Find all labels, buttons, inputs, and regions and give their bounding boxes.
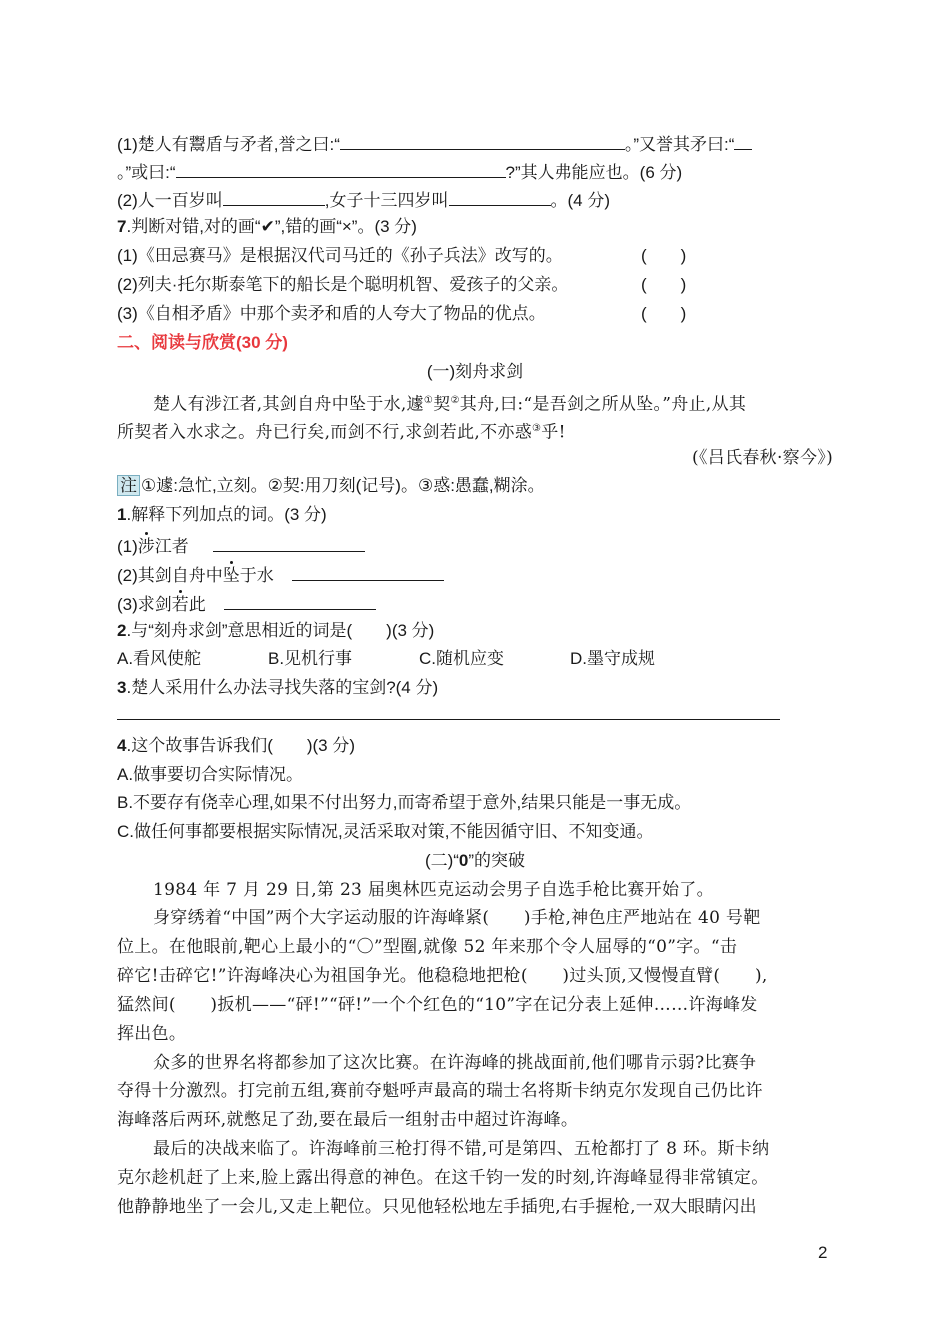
option-c[interactable]: C.做任何事都要根据实际情况,灵活采取对策,不能因循守旧、不知变通。 [117, 822, 654, 841]
dotted-char: 坠 [222, 566, 240, 585]
q1-text: (1) [117, 537, 138, 556]
passage-text: 所契者入水求之。舟已行矣,而剑不行,求剑若此,不亦惑 [117, 422, 533, 443]
passage-note [117, 475, 833, 497]
answer-blank[interactable] [734, 132, 752, 150]
answer-paren[interactable]: ( ) [641, 304, 687, 323]
passage-title-text: 0 [458, 851, 469, 870]
q7-item-3 [117, 303, 833, 325]
q1-item-2 [117, 563, 833, 587]
answer-blank[interactable] [340, 132, 625, 150]
q7-item-text: (2)列夫·托尔斯泰笔下的船长是个聪明机智、爱孩子的父亲。 [117, 275, 569, 294]
passage-line: 最后的决战来临了。许海峰前三枪打得不错,可是第四、五枪都打了 8 环。斯卡纳 [153, 1139, 770, 1159]
option-b[interactable]: B.不要存有侥幸心理,如果不付出努力,而寄希望于意外,结果只能是一事无成。 [117, 793, 692, 812]
passage-text: 其舟,曰:“是吾剑之所从坠。”舟止,从其 [459, 394, 747, 415]
question-number: 3 [117, 678, 127, 697]
footnote-mark: ③ [532, 423, 542, 434]
note-text: ①遽:急忙,立刻。②契:用刀刻(记号)。③惑:愚蠢,糊涂。 [141, 476, 545, 495]
option-a[interactable]: A.做事要切合实际情况。 [117, 765, 304, 784]
q2-title [117, 620, 833, 642]
dotted-char: 涉 [137, 537, 155, 556]
q6-text: ,女子十三四岁叫 [324, 191, 449, 210]
q3-title [117, 677, 833, 699]
passage-line: 他静静地坐了一会儿,又走上靶位。只见他轻松地左手插兜,右手握枪,一双大眼睛闪出 [117, 1197, 757, 1217]
answer-blank[interactable] [223, 188, 325, 206]
q7-item-1 [117, 245, 833, 267]
passage-text: 乎! [541, 422, 566, 443]
q4-title [117, 735, 833, 757]
passage-title [117, 850, 833, 872]
passage-line: 猛然间( )扳机——“砰!”“砰!”一个个红色的“10”字在记分表上延伸……许海峰发 [117, 995, 758, 1015]
answer-blank[interactable] [213, 534, 365, 552]
answer-blank[interactable] [176, 160, 506, 178]
passage-line: 克尔趁机赶了上来,脸上露出得意的神色。在这千钧一发的时刻,许海峰显得非常镇定。 [117, 1168, 769, 1188]
question-text: .判断对错,对的画“✔”,错的画“×”。(3 分) [126, 217, 417, 236]
option-c[interactable]: C.随机应变 [419, 649, 504, 668]
q1-text: (2)其剑自舟中 [117, 566, 223, 585]
question-number: 7 [117, 217, 127, 236]
q1-text: 于水 [239, 566, 274, 585]
passage-line: 1984 年 7 月 29 日,第 23 届奥林匹克运动会男子自选手枪比赛开始了。 [153, 880, 714, 900]
passage-text: 契 [433, 394, 451, 415]
question-number: 4 [117, 736, 127, 755]
q1-text: 江者 [154, 537, 189, 556]
passage-paragraph [117, 418, 833, 444]
q7-title [117, 216, 833, 238]
q6-text: ?”其人弗能应也。(6 分) [505, 163, 683, 182]
question-text: .解释下列加点的词。(3 分) [126, 505, 327, 524]
q1-item-1 [117, 534, 833, 558]
page-number: 2 [818, 1243, 828, 1262]
q1-text: (3)求剑 [117, 595, 172, 614]
passage-line: 身穿绣着“中国”两个大字运动服的许海峰紧( )手枪,神色庄严地站在 40 号靶 [153, 908, 761, 928]
question-text: .与“刻舟求剑”意思相近的词是( )(3 分) [126, 621, 435, 640]
passage-title-text: (二)“ [424, 851, 459, 870]
q6-line-3 [117, 188, 833, 212]
question-text: .这个故事告诉我们( )(3 分) [126, 736, 356, 755]
answer-blank[interactable] [292, 563, 444, 581]
answer-line[interactable] [117, 719, 780, 720]
dotted-char: 若 [171, 595, 189, 614]
footnote-mark: ② [450, 395, 460, 406]
q6-line-2 [117, 160, 833, 184]
question-number: 2 [117, 621, 127, 640]
q6-text: 。(4 分) [550, 191, 611, 210]
option-a[interactable]: A.看风使舵 [117, 649, 202, 668]
q6-text: 。”又誉其矛曰:“ [624, 135, 735, 154]
q1-title [117, 504, 833, 526]
q7-item-text: (3)《自相矛盾》中那个卖矛和盾的人夸大了物品的优点。 [117, 304, 546, 323]
passage-line: 挥出色。 [117, 1024, 187, 1044]
passage-title: (一)刻舟求剑 [426, 362, 524, 381]
option-b[interactable]: B.见机行事 [268, 649, 353, 668]
section-title: 二、阅读与欣赏(30 分) [117, 333, 288, 352]
q6-line-1 [117, 132, 833, 156]
passage-line: 夺得十分激烈。打完前五组,赛前夺魁呼声最高的瑞士名将斯卡纳克尔发现自己仍比许 [117, 1081, 763, 1101]
answer-blank[interactable] [449, 188, 551, 206]
answer-blank[interactable] [224, 592, 376, 610]
footnote-mark: ① [423, 395, 434, 406]
passage-line: 位上。在他眼前,靶心上最小的“〇”型圈,就像 52 年来那个令人屈辱的“0”字。“击 [117, 937, 738, 957]
question-text: .楚人采用什么办法寻找失落的宝剑?(4 分) [126, 678, 439, 697]
passage-line: 碎它!击碎它!”许海峰决心为祖国争光。他稳稳地把枪( )过头顶,又慢慢直臂( ), [117, 966, 768, 986]
passage-line: 众多的世界名将都参加了这次比赛。在许海峰的挑战面前,他们哪肯示弱?比赛争 [153, 1053, 757, 1073]
answer-paren[interactable]: ( ) [641, 246, 687, 265]
passage-paragraph [117, 390, 833, 416]
q7-item-2 [117, 274, 833, 296]
passage-line: 海峰落后两环,就憋足了劲,要在最后一组射击中超过许海峰。 [117, 1110, 579, 1130]
q6-text: (2)人一百岁叫 [117, 191, 223, 210]
q6-text: (1)楚人有鬻盾与矛者,誉之曰:“ [117, 135, 340, 154]
answer-paren[interactable]: ( ) [641, 275, 687, 294]
q6-text: 。”或曰:“ [117, 163, 176, 182]
passage-source: (《吕氏春秋·察今》) [692, 448, 833, 468]
question-number: 1 [117, 505, 127, 524]
q1-text: 此 [188, 595, 206, 614]
option-d[interactable]: D.墨守成规 [570, 649, 655, 668]
passage-text: 楚人有涉江者,其剑自舟中坠于水,遽 [153, 394, 424, 415]
q1-item-3 [117, 592, 833, 616]
note-tag-icon: 注 [117, 475, 140, 496]
q7-item-text: (1)《田忌赛马》是根据汉代司马迁的《孙子兵法》改写的。 [117, 246, 563, 265]
passage-title-text: ”的突破 [468, 851, 526, 870]
